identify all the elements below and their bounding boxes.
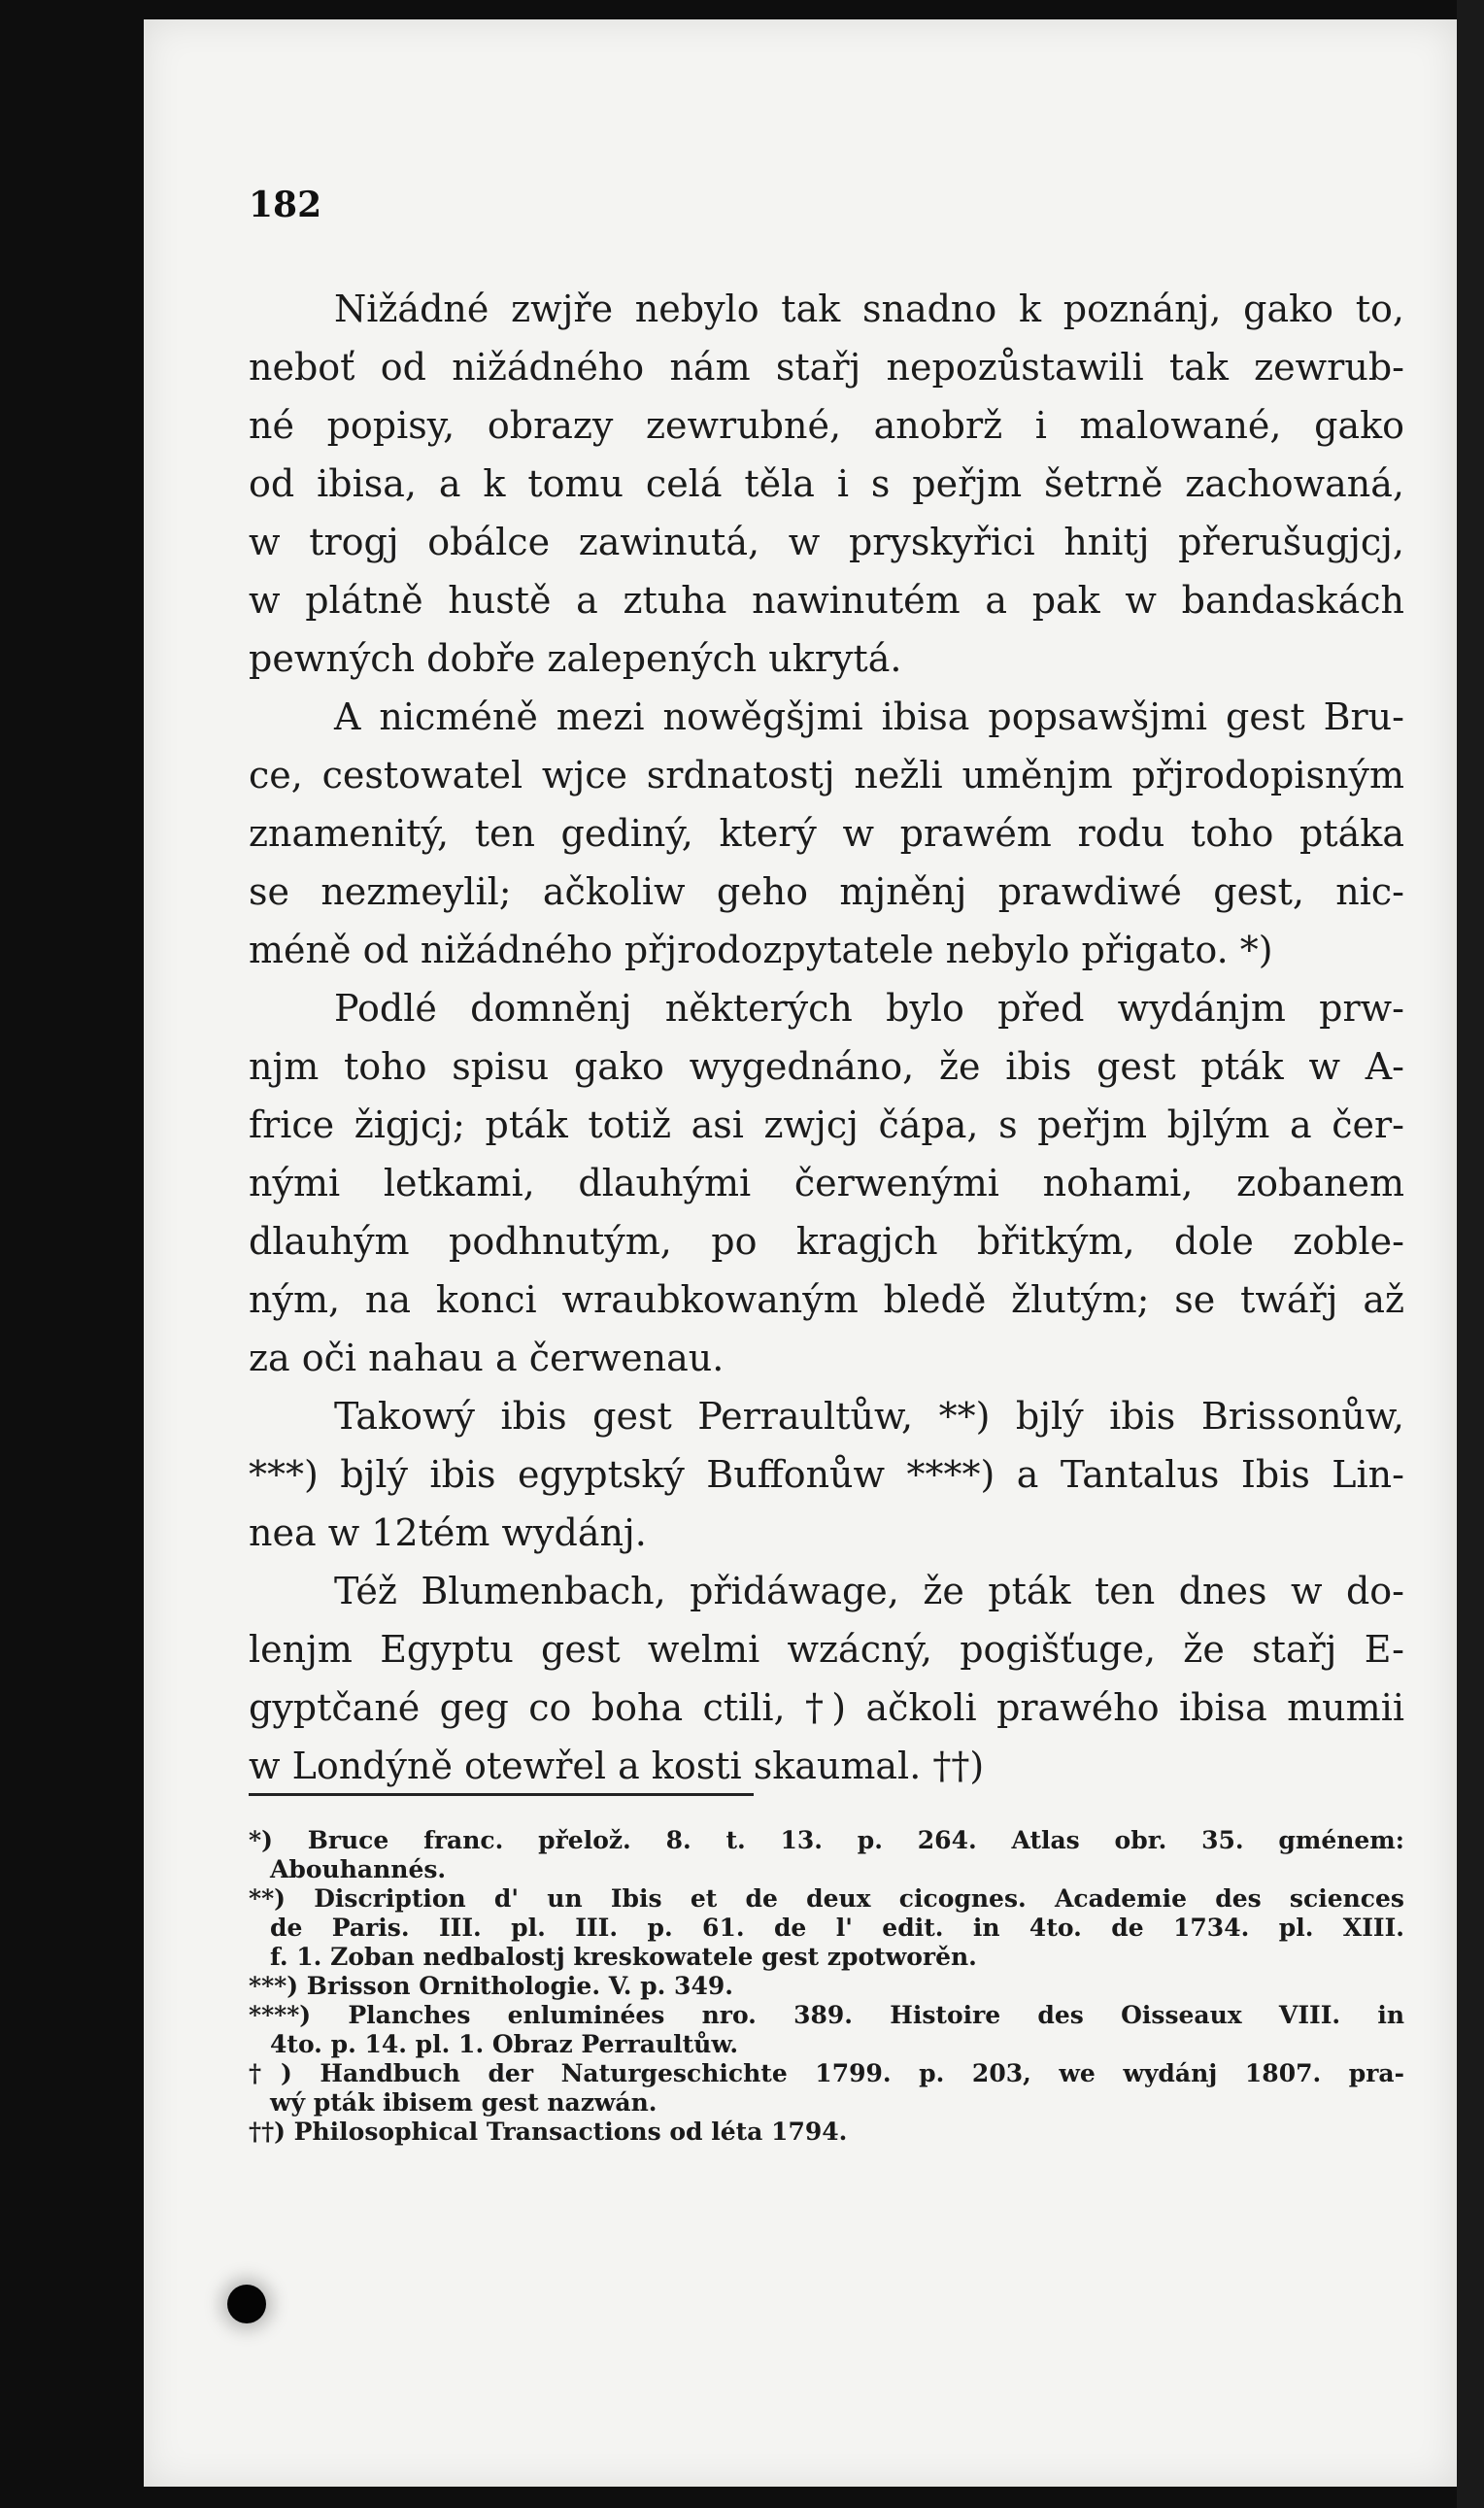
text-line: Takowý ibis gest Perraultůw, **) bjlý ibis Brissonůw, — [334, 1395, 1404, 1438]
text-line: Též Blumenbach, přidáwage, že pták ten dnes w do- — [334, 1570, 1404, 1612]
text-line: znamenitý, ten gediný, který w prawém rodu toho ptáka — [249, 812, 1404, 855]
text-line: w Londýně otewřel a kosti skaumal. ††) — [249, 1745, 985, 1787]
text-line: od ibisa, a k tomu celá těla i s peřjm šetrně zachowaná, — [249, 462, 1404, 505]
text-line: ným, na konci wraubkowaným bledě žlutým; se twářj až — [249, 1278, 1404, 1321]
footnote-line: wý pták ibisem gest nazwán. — [270, 2088, 658, 2117]
text-line: za oči nahau a čerwenau. — [249, 1337, 725, 1379]
text-line: A nicméně mezi nowěgšjmi ibisa popsawšjmi gest Bru- — [334, 695, 1404, 738]
footnote-line: ††) Philosophical Transactions od léta 1794. — [249, 2118, 848, 2146]
text-line: Podlé domněnj některých bylo před wydánjm prw- — [334, 987, 1404, 1030]
text-line: njm toho spisu gako wygednáno, že ibis gest pták w A- — [249, 1045, 1404, 1088]
text-line: Nižádné zwjře nebylo tak snadno k poznánj, gako to, — [334, 288, 1404, 330]
text-line: se nezmeylil; ačkoliw geho mjněnj prawdiwé gest, nic- — [249, 870, 1404, 913]
page-number: 182 — [249, 185, 322, 225]
text-line: ce, cestowatel wjce srdnatostj nežli uměnjm přjrodopisným — [249, 754, 1404, 796]
footnote-rule — [249, 1793, 754, 1796]
book-page — [144, 19, 1457, 2487]
footnote-line: ***) Brisson Ornithologie. V. p. 349. — [249, 1972, 733, 2000]
text-line: nea w 12tém wydánj. — [249, 1511, 647, 1554]
punch-hole-mark — [227, 2285, 266, 2323]
footnote-line: *) Bruce franc. přelož. 8. t. 13. p. 264. Atlas obr. 35. gménem: — [249, 1826, 1404, 1854]
text-line: frice žigjcj; pták totiž asi zwjcj čápa, s peřjm bjlým a čer- — [249, 1103, 1404, 1146]
text-line: né popisy, obrazy zewrubné, anobrž i malowané, gako — [249, 404, 1404, 447]
footnote-line: f. 1. Zoban nedbalostj kreskowatele gest zpotworěn. — [270, 1943, 977, 1971]
text-line: w plátně hustě a ztuha nawinutém a pak w bandaskách — [249, 579, 1404, 622]
footnote-line: †) Handbuch der Naturgeschichte 1799. p. 203, we wydánj 1807. pra- — [249, 2059, 1404, 2087]
text-line: neboť od nižádného nám stařj nepozůstawili tak zewrub- — [249, 346, 1404, 389]
scan-border — [1457, 0, 1484, 2508]
footnote-line: de Paris. III. pl. III. p. 61. de l' edit. in 4to. de 1734. pl. XIII. — [270, 1914, 1404, 1942]
footnote-line: Abouhannés. — [270, 1855, 447, 1883]
text-line: gyptčané geg co boha ctili, †) ačkoli prawého ibisa mumii — [249, 1686, 1404, 1729]
text-line: dlauhým podhnutým, po kragjch břitkým, dole zoble- — [249, 1220, 1404, 1263]
text-line: ***) bjlý ibis egyptský Buffonůw ****) a Tantalus Ibis Lin- — [249, 1453, 1404, 1496]
text-line: méně od nižádného přjrodozpytatele nebylo přigato. *) — [249, 929, 1273, 971]
footnote-line: ****) Planches enluminées nro. 389. Histoire des Oisseaux VIII. in — [249, 2001, 1404, 2029]
footnote-line: **) Discription d' un Ibis et de deux cicognes. Academie des sciences — [249, 1884, 1404, 1913]
text-line: lenjm Egyptu gest welmi wzácný, pogišťuge, že stařj E- — [249, 1628, 1404, 1671]
text-line: w trogj obálce zawinutá, w pryskyřici hnitj přerušugjcj, — [249, 521, 1404, 563]
text-line: nými letkami, dlauhými čerwenými nohami, zobanem — [249, 1162, 1404, 1204]
footnote-line: 4to. p. 14. pl. 1. Obraz Perraultůw. — [270, 2030, 739, 2058]
text-line: pewných dobře zalepených ukrytá. — [249, 637, 902, 680]
